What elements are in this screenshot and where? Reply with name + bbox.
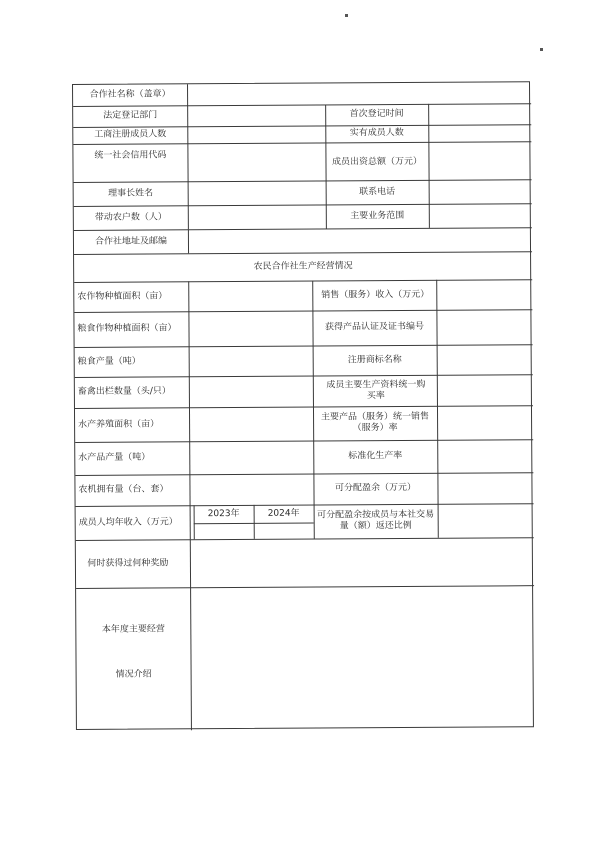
registered-members-label: 工商注册成员人数	[94, 129, 167, 140]
livestock-label: 畜禽出栏数量（头/只）	[77, 386, 171, 397]
section-title: 农民合作社生产经营情况	[253, 260, 353, 272]
standardization-label: 标准化生产率	[348, 450, 403, 462]
credit-code-label: 统一社会信用代码	[94, 149, 167, 161]
annual-status-label-line2: 情况介绍	[115, 669, 152, 680]
coop-name-label: 合作社名称（盖章）	[89, 89, 171, 100]
awards-label: 何时获得过何种奖励	[87, 557, 169, 569]
year-2023-label: 2023年	[207, 508, 240, 519]
contact-phone-label: 联系电话	[359, 186, 396, 197]
aquatic-area-label: 水产养殖面积（亩）	[78, 418, 160, 430]
sales-income-label: 销售（服务）收入（万元）	[321, 289, 430, 300]
scan-artifact	[540, 48, 543, 51]
first-registration-time-label: 首次登记时间	[349, 108, 404, 120]
aquatic-output-label: 水产品产量（吨）	[78, 452, 151, 463]
chairman-name-label: 理事长姓名	[108, 188, 154, 199]
return-ratio-label: 可分配盈余按成员与本社交易量（额）返还比例	[317, 509, 435, 532]
scan-artifact	[345, 14, 348, 17]
unified-purchase-label: 成员主要生产资料统一购买率	[326, 379, 426, 401]
machinery-label: 农机拥有量（台、套）	[78, 484, 169, 495]
total-capital-label: 成员出资总额（万元）	[331, 156, 423, 168]
distributable-surplus-label: 可分配盈余（万元）	[334, 482, 417, 494]
grain-output-label: 粮食产量（吨）	[77, 356, 141, 367]
actual-members-label: 实有成员人数	[349, 127, 404, 139]
crop-area-label: 农作物种植面积（亩）	[77, 290, 168, 302]
trademark-label: 注册商标名称	[347, 354, 402, 365]
address-label: 合作社地址及邮编	[94, 235, 167, 247]
farm-households-label: 带动农户数（人）	[94, 211, 167, 223]
grain-area-label: 粮食作物种植面积（亩）	[77, 323, 177, 334]
certification-label: 获得产品认证及证书编号	[324, 321, 425, 333]
cooperative-info-form	[72, 81, 534, 730]
registration-dept-label: 法定登记部门	[103, 110, 158, 121]
main-business-label: 主要业务范围	[350, 210, 405, 221]
unified-sales-label: 主要产品（服务）统一销售（服务）率	[321, 411, 430, 434]
member-income-label: 成员人均年收入（万元）	[78, 516, 178, 528]
col-divider	[188, 229, 189, 253]
annual-status-label-line1: 本年度主要经营	[101, 623, 165, 635]
year-2024-label: 2024年	[267, 508, 300, 519]
